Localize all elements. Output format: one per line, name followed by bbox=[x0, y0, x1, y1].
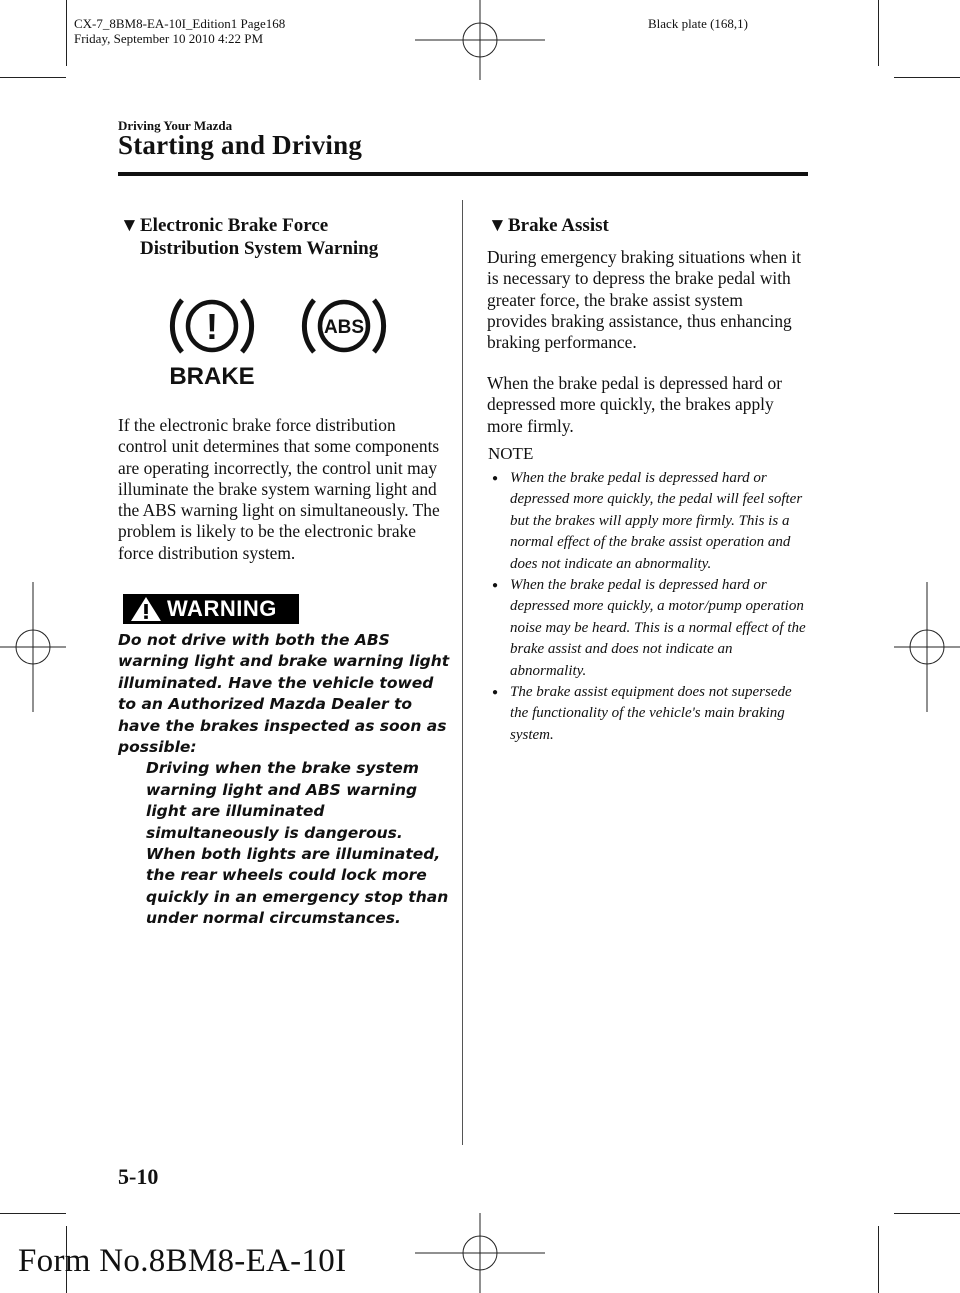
print-info bbox=[74, 16, 285, 46]
ebd-heading bbox=[120, 214, 450, 260]
warning-triangle-icon bbox=[129, 595, 163, 623]
bullet-icon: ● bbox=[492, 580, 499, 592]
bullet-icon: ● bbox=[492, 473, 499, 484]
column-divider bbox=[462, 200, 463, 1145]
note-item-text: When the brake pedal is depressed hard or depressed more quickly, a motor/pump operation noise may be heard. This is a normal effect of the brake assist and does not indicate an abnormality. bbox=[510, 577, 806, 679]
brake-icon-symbol: ! bbox=[206, 306, 218, 347]
brake-assist-para-2: When the brake pedal is depressed hard or depressed more quickly, the brakes apply more firmly. bbox=[487, 373, 783, 436]
warning-detail-1: Driving when the brake system warning light and ABS warning light are illuminated simultaneously is dangerous. bbox=[146, 759, 419, 842]
registration-mark-right bbox=[894, 582, 960, 712]
ebd-body-text: If the electronic brake force distribution control unit determines that some components are operating incorrectly, the control unit may illuminate the brake system warning light and the ABS warning light on simultaneously. The problem is likely to be the electronic brake force distribution system. bbox=[118, 415, 440, 563]
note-item-text: The brake assist equipment does not supersede the functionality of the vehicle's main braking system. bbox=[510, 684, 792, 743]
bullet-icon: ● bbox=[492, 687, 499, 699]
warning-label: WARNING bbox=[167, 596, 277, 621]
note-label: NOTE bbox=[488, 444, 534, 463]
page-number: 5-10 bbox=[118, 1164, 159, 1189]
note-item-text: When the brake pedal is depressed hard or depressed more quickly, the pedal will feel softer but the brakes will apply more firmly. This is a normal effect of the brake assist operation and does not indicate an abnormality. bbox=[510, 470, 803, 572]
warning-badge bbox=[123, 594, 299, 624]
note-item bbox=[488, 575, 806, 682]
abs-icon-label: ABS bbox=[323, 317, 365, 338]
ebd-heading-line2: Distribution System Warning bbox=[140, 238, 379, 259]
warning-body bbox=[118, 630, 450, 930]
ebd-heading-line1: Electronic Brake Force bbox=[140, 215, 329, 236]
form-number: Form No.8BM8-EA-10I bbox=[18, 1243, 347, 1279]
registration-mark-top bbox=[415, 0, 545, 80]
plate-label: Black plate (168,1) bbox=[648, 16, 748, 31]
print-info-line2: Friday, September 10 2010 4:22 PM bbox=[74, 31, 264, 46]
section-label: Driving Your Mazda bbox=[118, 118, 233, 133]
triangle-marker-icon: ▼ bbox=[120, 215, 139, 236]
title-rule bbox=[118, 172, 808, 176]
warning-main-text: Do not drive with both the ABS warning light and brake warning light illuminated. Have the vehicle towed to an Authorized Mazda Dealer to have the brakes inspected as soon as possible: bbox=[118, 631, 450, 757]
note-item bbox=[488, 682, 806, 746]
brake-assist-heading bbox=[488, 214, 808, 237]
triangle-marker-icon: ▼ bbox=[488, 215, 507, 236]
chapter-title: Starting and Driving bbox=[118, 130, 363, 160]
warning-detail-2: When both lights are illuminated, the rear wheels could lock more quickly in an emergency stop than under normal circumstances. bbox=[146, 845, 449, 928]
print-info-line1: CX-7_8BM8-EA-10I_Edition1 Page168 bbox=[74, 16, 286, 31]
brake-warning-light-icon bbox=[162, 292, 262, 388]
registration-mark-left bbox=[0, 582, 66, 712]
brake-assist-heading-text: Brake Assist bbox=[508, 215, 609, 236]
registration-mark-bottom bbox=[415, 1213, 545, 1293]
abs-warning-light-icon bbox=[296, 292, 396, 362]
brake-icon-label: BRAKE bbox=[169, 363, 255, 388]
note-item bbox=[488, 468, 806, 575]
brake-assist-para-1: During emergency braking situations when it is necessary to depress the brake pedal with greater force, the brake assist system provides braking assistance, thus enhancing braking performance. bbox=[487, 247, 802, 353]
note-list bbox=[488, 468, 806, 746]
